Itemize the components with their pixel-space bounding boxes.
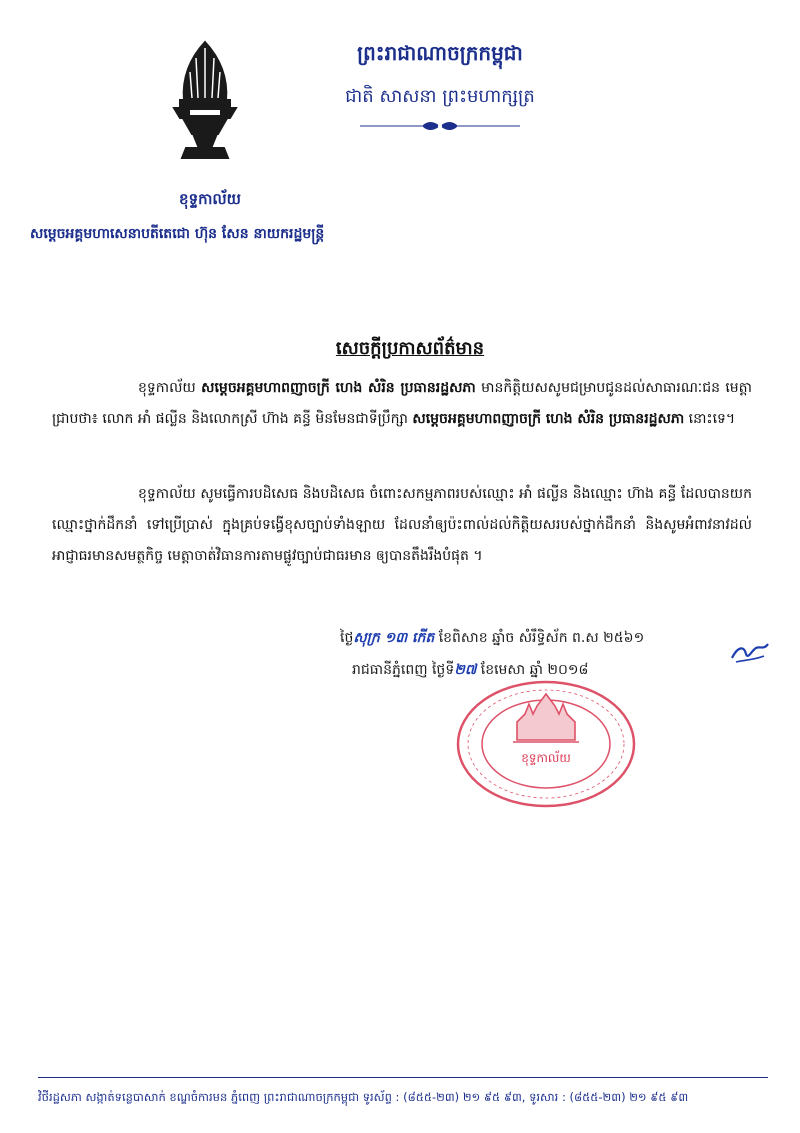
ornament-divider-icon <box>360 118 520 134</box>
para1-seg-0: ខុទ្ទកាល័យ <box>138 380 202 396</box>
official-seal-icon <box>455 680 637 808</box>
paragraph-1 <box>52 373 752 435</box>
solar-date <box>352 660 772 681</box>
para1-seg-3: សម្តេចអគ្គមហាពញាចក្រី ហេង សំរិន ប្រធានរដ្ឋសភា <box>412 411 685 427</box>
signature-icon <box>730 640 770 666</box>
footer-address: វិថីរដ្ឋសភា សង្កាត់ទន្លេបាសាក់ ខណ្ឌចំការមន ភ្នំពេញ ព្រះរាជាណាចក្រកម្ពុជា ទូរស័ព្ទ : (៨៥៥-២៣) ២១ ៩៥ ៩៣, ទូរសារ : (៨៥៥-២៣) ២១ ៩៥ ៩៣ <box>38 1090 689 1104</box>
solar-rest: ខែមេសា ឆ្នាំ ២០១៨ <box>476 662 589 678</box>
footer-divider <box>38 1077 768 1078</box>
para2-text: ខុទ្ទកាល័យ សូមធ្វើការបដិសេធ និងបដិសេធ ចំពោះសកម្មភាពរបស់ឈ្មោះ អាំ ផល្លីន និងឈ្មោះ ហ៊ាង គន្ធី ដែលបានយកឈ្មោះថ្នាក់ដឹកនាំ ទៅប្រើប្រាស់ ក្នុងគ្រប់ទង្វើខុសច្បាប់ទាំងឡាយ ដែលនាំឲ្យប៉ះពាល់ដល់កិត្តិយសរបស់ថ្នាក់ដឹកនាំ និងសូមអំពាវនាវដល់អាជ្ញាធរមានសមត្ថកិច្ច មេត្តាចាត់វិធានការតាមផ្លូវច្បាប់ជាធរមាន ឲ្យបានតឹងរឹងបំផុត ។ <box>52 486 752 564</box>
lunar-rest: ខែពិសាខ ឆ្នាំច សំរឹទ្ធិស័ក ព.ស ២៥៦១ <box>434 630 645 646</box>
seal-label: ខុទ្ទកាល័យ <box>521 751 571 765</box>
solar-day-handwritten: ២៧ <box>454 662 477 678</box>
solar-prefix: រាជធានីភ្នំពេញ ថ្ងៃទី <box>352 662 455 678</box>
office-subtitle: សម្តេចអគ្គមហាសេនាបតីតេជោ ហ៊ុន សែន នាយករដ្ឋមន្ត្រី <box>30 226 325 242</box>
lunar-handwritten: សុក្រ ១៣ កើត <box>353 630 435 646</box>
para1-seg-2: មានកិត្តិយសសូមជម្រាបជូនដល់សាធារណៈជន មេត្តាជ្រាបថា៖ លោក អាំ ផល្លីន និងលោកស្រី ហ៊ាង គន្ធី មិនមែនជាទីប្រឹក្សា <box>52 380 753 427</box>
lunar-date <box>340 628 760 649</box>
national-motto: ជាតិ សាសនា ព្រះមហាក្សត្រ <box>345 86 535 107</box>
para1-seg-4: នោះទេ។ <box>684 411 736 427</box>
kingdom-title: ព្រះរាជាណាចក្រកម្ពុជា <box>357 41 523 65</box>
lunar-prefix: ថ្ងៃ <box>340 630 354 646</box>
paragraph-2 <box>52 479 752 572</box>
emblem-icon <box>160 38 250 163</box>
para1-seg-1: សម្តេចអគ្គមហាពញាចក្រី ហេង សំរិន ប្រធានរដ្ឋសភា <box>201 380 476 396</box>
document-title: សេចក្តីប្រកាសព័ត៌មាន <box>335 338 485 359</box>
office-name: ខុទ្ទកាល័យ <box>179 190 241 208</box>
